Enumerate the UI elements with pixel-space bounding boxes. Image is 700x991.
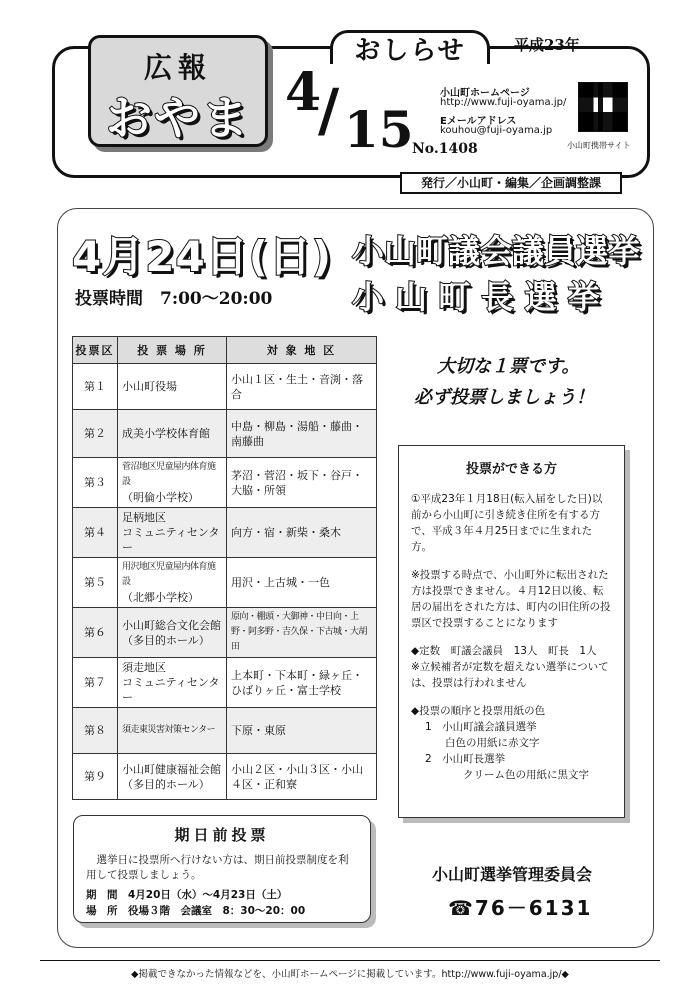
eligibility-residency: ①平成23年１月18日(転入届をした日)以前から小山町に引き続き住所を有する方で、平成３年４月25日までに生まれた方。 (411, 493, 603, 553)
publisher-info: 発行／小山町・編集／企画調整課 (400, 172, 622, 194)
table-row (73, 754, 377, 800)
district-no: 第３ (73, 458, 118, 508)
table-row (73, 658, 377, 708)
slogan-line-1: 大切な１票です。 (437, 356, 580, 377)
place-cell (118, 558, 227, 608)
table-row (73, 558, 377, 608)
place-cell (118, 754, 227, 800)
eligibility-box (398, 445, 625, 818)
qr-caption: 小山町携帯サイト (567, 141, 631, 150)
era-year: 平成23年 (514, 36, 580, 54)
place-cell (118, 608, 227, 658)
logo-koho-text: 広報 (143, 51, 212, 84)
table-row (73, 410, 377, 458)
eligibility-title: 投票ができる方 (465, 462, 557, 477)
ballot-order-title: ◆投票の順序と投票用紙の色 (411, 705, 546, 717)
place-name: 須走地区 (122, 661, 166, 674)
table-row (73, 458, 377, 508)
place-cell (118, 410, 227, 458)
issue-date-month: 4 (285, 62, 322, 123)
district-no: 第６ (73, 608, 118, 658)
place-name: 菅沼地区児童屋内体育施設 (122, 462, 216, 487)
place-name: 用沢地区児童屋内体育施設 (122, 562, 216, 587)
table-row (73, 708, 377, 754)
early-voting-box (73, 815, 371, 923)
area-cell: 中島・柳島・湯船・藤曲・南藤曲 (227, 410, 377, 458)
table-row (73, 508, 377, 558)
email-label: Eメールアドレス (440, 116, 517, 127)
place-name: 成美小学校体育館 (122, 427, 210, 440)
voting-hours: 投票時間 7:00～20:00 (75, 289, 273, 309)
area-cell: 向方・宿・新柴・桑木 (227, 508, 377, 558)
district-no: 第５ (73, 558, 118, 608)
area-cell: 小山１区・生土・音渕・落合 (227, 364, 377, 410)
logo-oyama-text: おやま (106, 91, 250, 145)
place-cell (118, 658, 227, 708)
qr-code-icon (578, 82, 628, 132)
issue-date-slash: / (318, 76, 340, 144)
area-cell: 下原・東原 (227, 708, 377, 754)
slogan-line-2: 必ず投票しましょう！ (414, 387, 594, 408)
place-sub: （明倫小学校） (122, 491, 199, 504)
issue-date-day: 15 (344, 100, 414, 159)
place-sub: （多目的ホール） (122, 633, 210, 647)
ballot-order-item-1-color: 白色の用紙に赤文字 (445, 737, 540, 749)
table-row (73, 608, 377, 658)
place-sub: （北郷小学校） (122, 591, 199, 604)
district-no: 第９ (73, 754, 118, 800)
district-no: 第８ (73, 708, 118, 754)
early-voting-period: 期 間 4月20日（水）～4月23日（土） (86, 889, 288, 901)
election-title-mayor: 小 山 町 長 選 挙 (352, 278, 600, 316)
election-title-council: 小山町議会議員選挙 (352, 232, 641, 270)
area-cell: 小山２区・小山３区・小山４区・正和寮 (227, 754, 377, 800)
area-cell: 原向・棚頭・大御神・中日向・上野・阿多野・吉久保・下古城・大胡田 (227, 608, 377, 658)
place-sub: コミュニティセンター (122, 526, 220, 554)
district-no: 第１ (73, 364, 118, 410)
election-date: 4月24日(日) (72, 232, 333, 281)
place-name: 小山町役場 (122, 380, 177, 393)
district-no: 第２ (73, 410, 118, 458)
ballot-order-item-2: 2 小山町長選挙 (425, 753, 506, 765)
area-cell: 茅沼・菅沼・坂下・谷戸・大脇・所領 (227, 458, 377, 508)
area-cell: 上本町・下本町・緑ヶ丘・ひばりヶ丘・富士学校 (227, 658, 377, 708)
header-district: 投票区 (73, 337, 118, 364)
ballot-order-item-1: 1 小山町議会議員選挙 (425, 721, 537, 733)
ballot-order-item-2-color: クリーム色の用紙に黒文字 (463, 769, 589, 781)
oshirase-tab: おしらせ (330, 30, 490, 64)
footer-note: ◆掲載できなかった情報などを、小山町ホームページに掲載しています。http://www.fuji-oyama.jp/◆ (131, 969, 569, 980)
masthead-logo (88, 35, 268, 147)
early-voting-text: 選挙日に投票所へ行けない方は、期日前投票制度を利用して投票しましょう。 (86, 854, 349, 881)
table-header-row (73, 337, 377, 364)
place-cell (118, 458, 227, 508)
seat-count: ◆定数 町議会議員 13人 町長 1人 (411, 645, 597, 657)
polling-station-table (72, 336, 377, 800)
eligibility-note: ※投票する時点で、小山町外に転出された方は投票できません。４月12日以後、転居の届出をされた方は、町内の旧住所の投票区で投票することになります (411, 569, 611, 629)
early-voting-title: 期日前投票 (174, 826, 270, 844)
place-sub: （多目的ホール） (122, 777, 210, 791)
email-address[interactable]: kouhou@fuji-oyama.jp (440, 125, 553, 136)
early-voting-place: 場 所 役場３階 会議室 8：30～20：00 (86, 905, 306, 917)
election-committee: 小山町選挙管理委員会 (432, 865, 593, 884)
place-name: 小山町健康福祉会館 (122, 762, 221, 776)
place-cell (118, 508, 227, 558)
header-area: 対 象 地 区 (227, 337, 377, 364)
place-cell (118, 708, 227, 754)
homepage-label: 小山町ホームページ (440, 88, 530, 99)
place-sub: コミュニティセンター (122, 676, 220, 704)
district-no: 第４ (73, 508, 118, 558)
place-name: 足柄地区 (122, 511, 166, 524)
table-row (73, 364, 377, 410)
place-name: 須走東災害対策センター (122, 725, 216, 735)
committee-phone: ☎76－6131 (448, 896, 593, 920)
footer-divider (40, 960, 660, 961)
area-cell: 用沢・上古城・一色 (227, 558, 377, 608)
homepage-url[interactable]: http://www.fuji-oyama.jp/ (440, 97, 567, 108)
place-cell (118, 364, 227, 410)
district-no: 第７ (73, 658, 118, 708)
uncontested-note: ※立候補者が定数を超えない選挙については、投票は行われません (411, 661, 609, 689)
place-name: 小山町総合文化会館 (122, 618, 221, 632)
issue-number: No.1408 (412, 141, 478, 157)
header-place: 投 票 場 所 (118, 337, 227, 364)
